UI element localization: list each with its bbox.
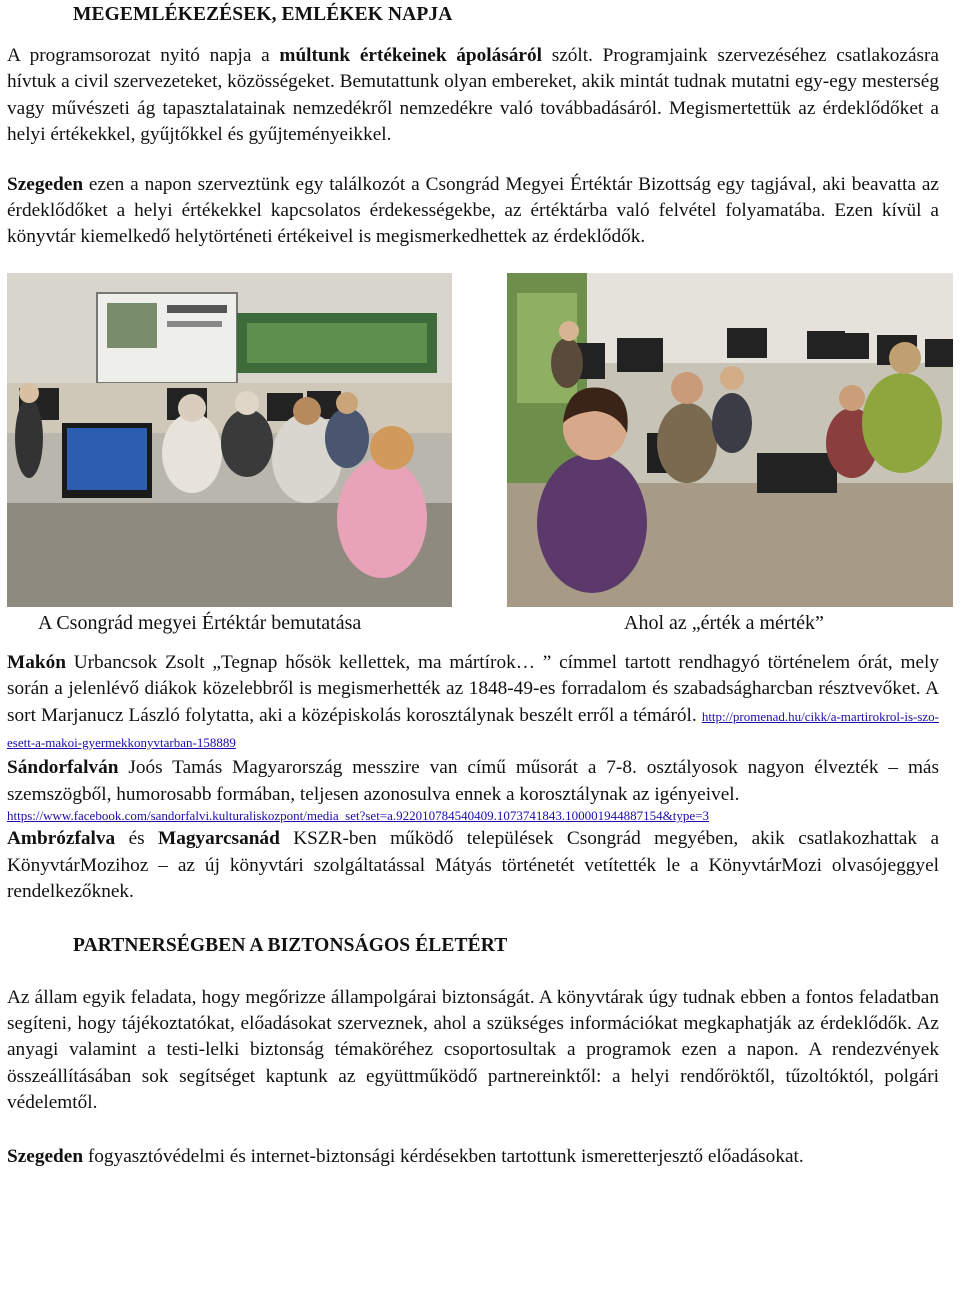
place-ambrozfalva: Ambrózfalva: [7, 828, 116, 850]
szeged-text: ezen a napon szerveztünk egy találkozót a Csongrád Megyei Értéktár Bizottság egy tagjával, aki beavatta az érdeklődőket a helyi értékekkel kapcsolatos érdekességekbe, az értéktárba való felvétel folyamatába. Ezen kívül a könyvtár kiemelkedő helytörténeti értékeivel is megismerkedhettek az érdeklődők.: [7, 173, 939, 248]
section-title-safety: PARTNERSÉGBEN A BIZTONSÁGOS ÉLETÉRT: [73, 934, 508, 956]
photo-row: [7, 273, 939, 607]
sandorfalva-facebook-link[interactable]: https://www.facebook.com/sandorfalvi.kulturaliskozpont/media_set?set=a.922010784540409.1073741843.100001944887154&type=3: [7, 808, 709, 824]
intro-text-1: A programsorozat nyitó napja a: [7, 45, 280, 66]
photo-computer-lab-presentation: [7, 273, 452, 607]
safety-szeged-text: fogyasztóvédelmi és internet-biztonsági kérdésekben tartottunk ismeretterjesztő előadásokat.: [83, 1145, 804, 1167]
section-title-remembrance: MEGEMLÉKEZÉSEK, EMLÉKEK NAPJA: [73, 4, 453, 25]
mako-article-link[interactable]: http://promenad.hu/cikk/a-martirokrol-is-szo-esett-a-makoi-gyermekkonyvtarban-158889: [7, 708, 939, 751]
sandorfalva-link-line: [7, 808, 939, 824]
szeged-paragraph: [7, 172, 939, 251]
safety-szeged-paragraph: [7, 1144, 939, 1170]
mako-text: Urbancsok Zsolt „Tegnap hősök kellettek, ma mártírok… ” címmel tartott rendhagyó történelem órát, mely során a jelenlévő diákok közelebbről is megismerhették az 1848-49-es forradalom és szabadságharcban résztvevőket. A sort Marjanucz László folytatta, aki a középiskolás korosztálynak beszélt erről a témáról.: [7, 651, 939, 726]
ambrozfalva-text: KSZR-ben működő települések Csongrád megyében, akik csatlakozhattak a KönyvtárMozihoz – az új könyvtári szolgáltatással Mátyás történetét vetítették le a KönyvtárMozi olvasójeggyel rendelkezőknek.: [7, 828, 940, 903]
place-szeged: Szegeden: [7, 173, 84, 195]
caption-left: A Csongrád megyei Értéktár bemutatása: [38, 611, 362, 634]
mako-paragraph: [7, 650, 939, 756]
conjunction-and: és: [115, 828, 159, 850]
sandorfalva-text: Joós Tamás Magyarország messzire van című műsorát a 7-8. osztályosok nagyon élvezték – más szemszögből, humorosabb formában, teljesen azonosulva ennek a korosztálynak az igényeivel.: [7, 757, 939, 805]
sandorfalva-paragraph: [7, 755, 939, 808]
ambrozfalva-paragraph: [7, 826, 939, 905]
intro-text-2: szólt. Programjaink szervezéséhez csatlakozásra hívtuk a civil szervezeteket, közösségeket. Bemutattunk olyan embereket, akik mintát tudnak mutatni egy-egy mesterség vagy művészeti ág tapasztalatainak nemzedékről nemzedékre való továbbadásáról. Megismertettük az érdeklődőket a helyi értékekkel, gyűjtőkkel és gyűjteményeikkel.: [7, 45, 939, 146]
place-szeged-2: Szegeden: [7, 1145, 84, 1167]
caption-right: Ahol az „érték a mérték”: [624, 611, 824, 634]
place-sandorfalva: Sándorfalván: [7, 757, 119, 779]
intro-bold-phrase: múltunk értékeinek ápolásáról: [279, 45, 542, 66]
safety-intro-paragraph: Az állam egyik feladata, hogy megőrizze állampolgárai biztonságát. A könyvtárak úgy tudnak ebben a fontos feladatban segíteni, hogy tájékoztatókat, előadásokat szerveznek, ahol a szükséges információkat megkaphatják az érdeklődők. Az anyagi valamint a testi-lelki biztonság témaköréhez csoportosultak a programok ezen a napon. A rendezvények összeállításában sok segítséget kaptunk az együttműködő partnereinktől: a helyi rendőröktől, tűzoltóktól, polgári védelemtől.: [7, 986, 939, 1114]
photo-attendees-at-computers: [507, 273, 953, 607]
place-magyarcsanad: Magyarcsanád: [158, 828, 280, 850]
document-page: [7, 0, 939, 1170]
place-mako: Makón: [7, 651, 66, 673]
intro-paragraph: [7, 43, 939, 149]
photo-captions: [7, 610, 939, 636]
